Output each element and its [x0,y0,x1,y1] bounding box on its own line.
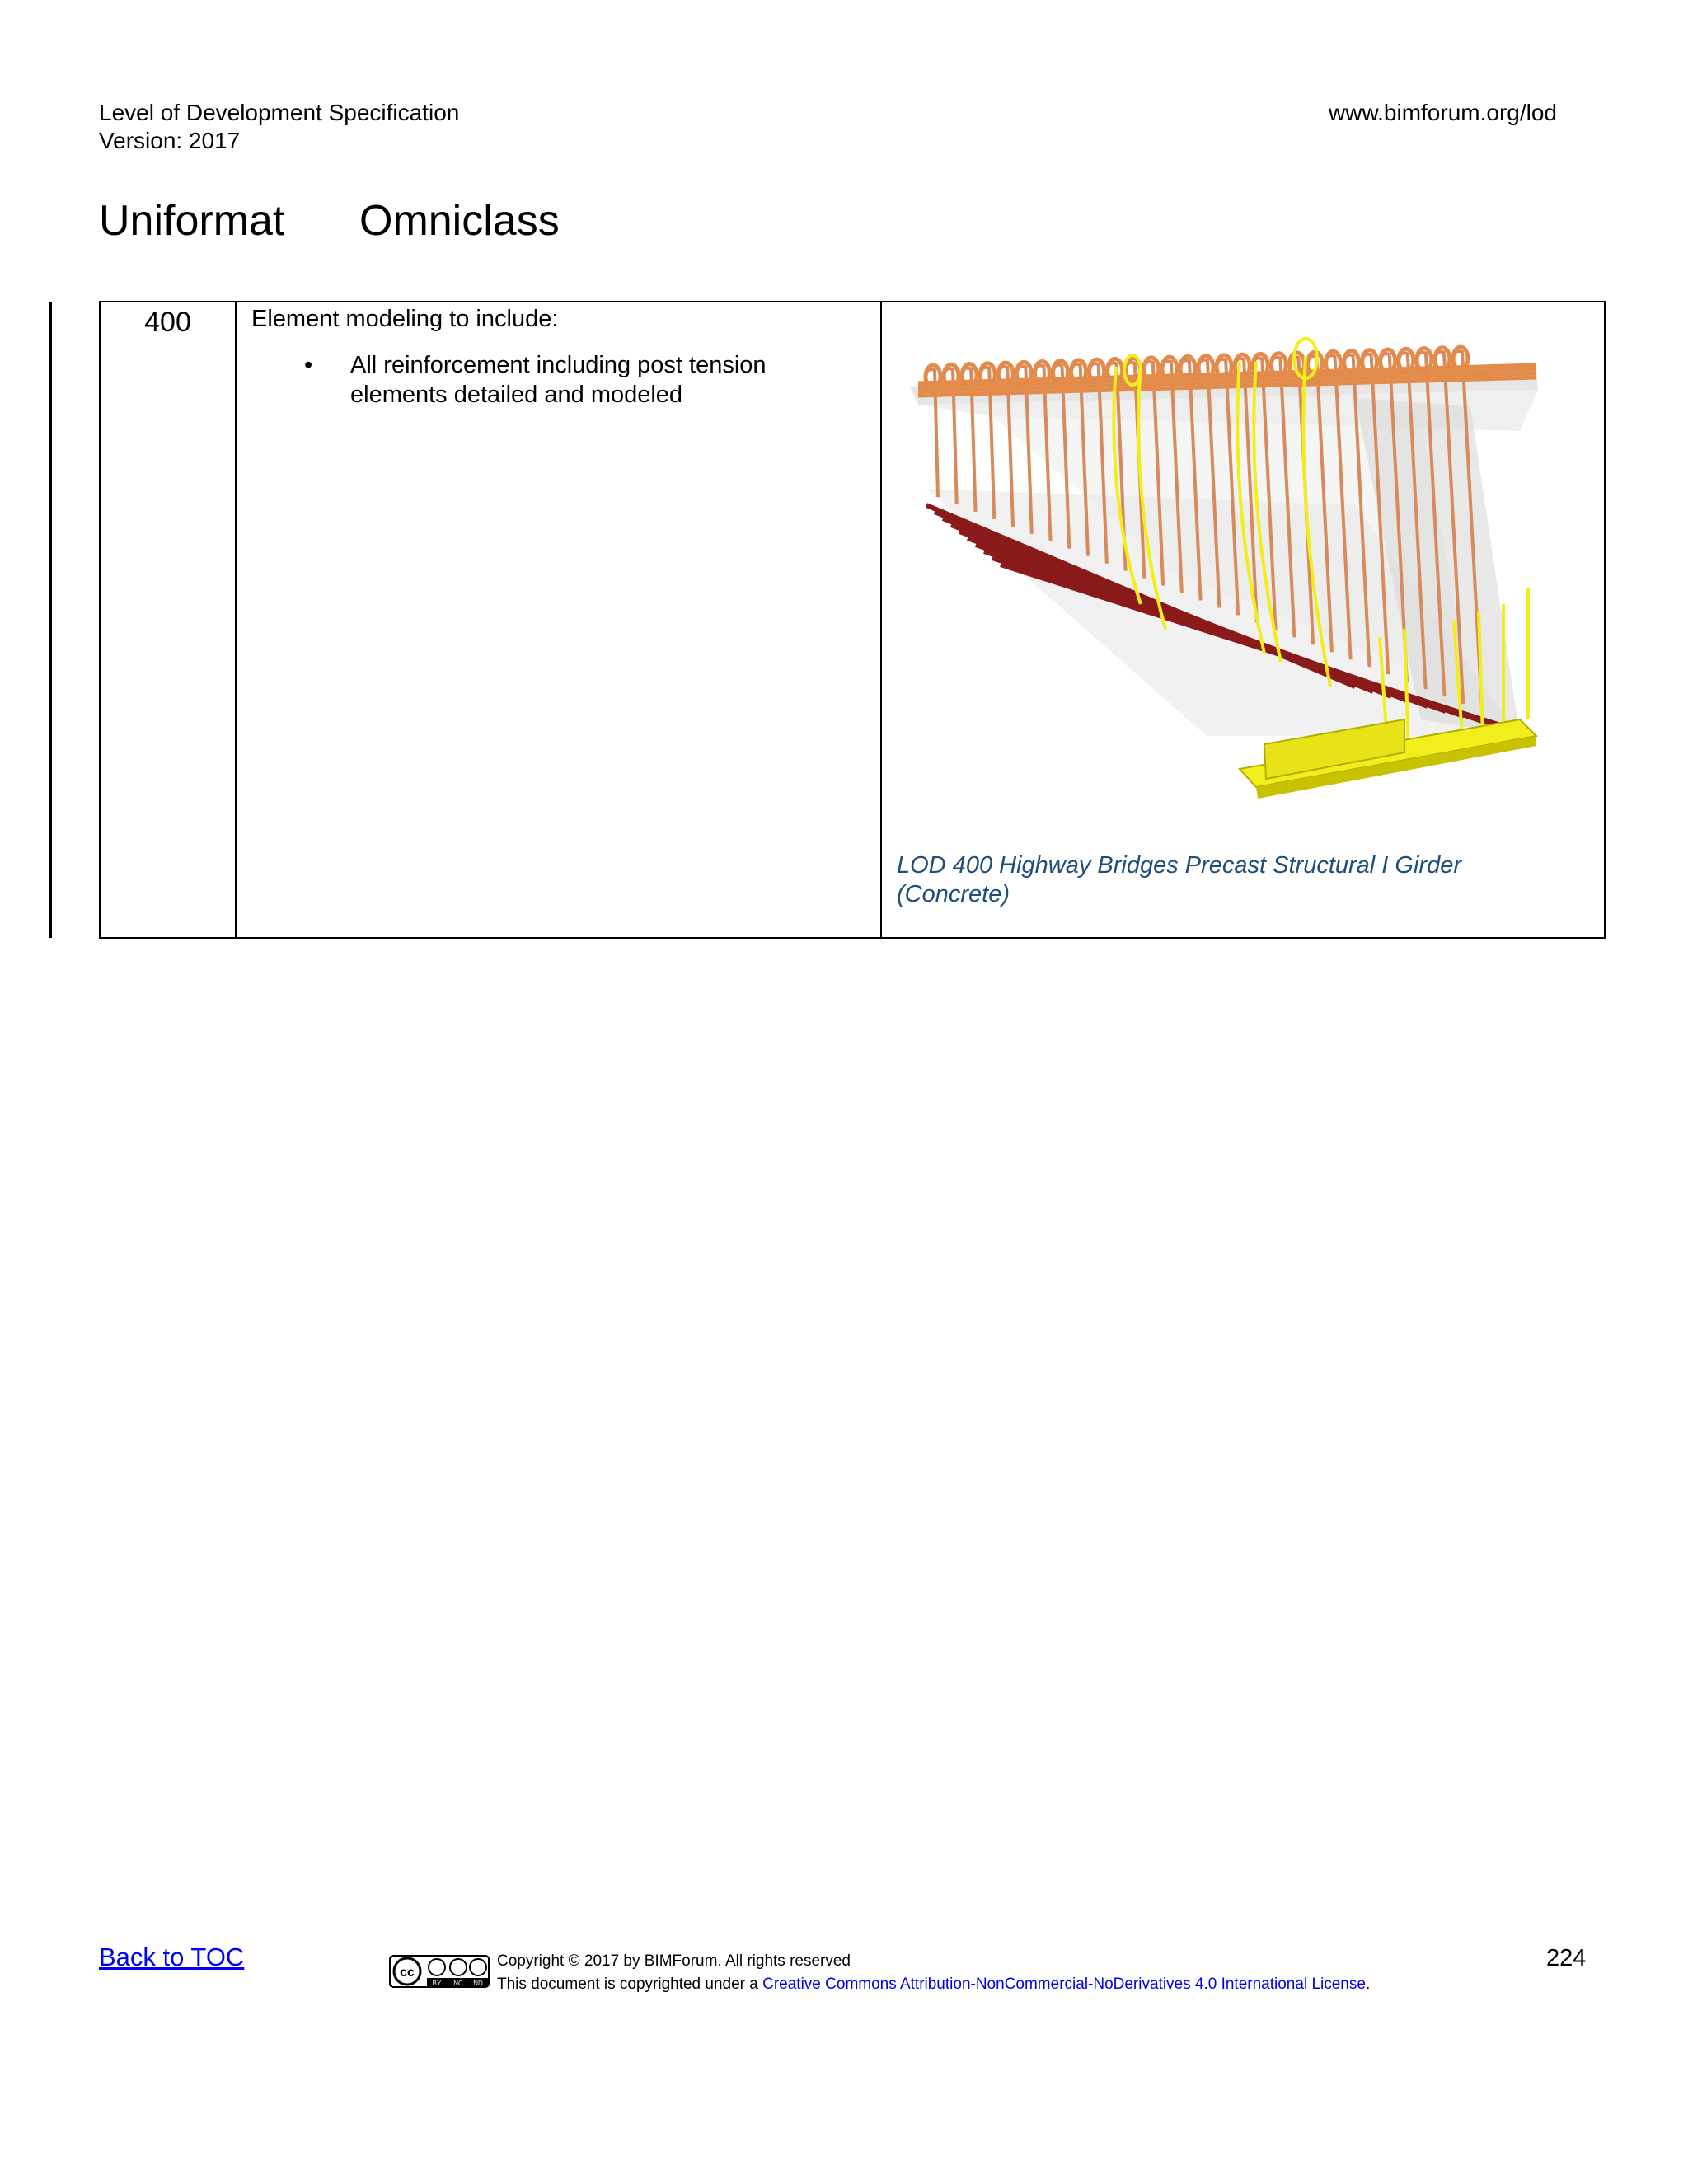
list-item-text: All reinforcement including post tension elements detailed and modeled [350,352,767,408]
nc-label: NC [453,1980,463,1987]
table-row [100,302,1605,938]
cc-label: cc [400,1966,415,1980]
lod-table [99,301,1606,939]
figure-caption: LOD 400 Highway Bridges Precast Structural I Girder (Concrete) [897,852,1461,907]
description-cell [236,302,881,938]
description-intro: Element modeling to include: [251,306,559,332]
by-label: BY [432,1980,442,1987]
license-notice [497,1975,1370,1994]
nd-icon [470,1959,486,1975]
lod-level: 400 [144,307,191,338]
figure-cell [881,302,1605,938]
omniclass-heading: Omniclass [359,197,560,245]
requirement-list [237,350,880,410]
back-to-toc-link[interactable]: Back to TOC [99,1943,245,1971]
by-icon [429,1959,445,1975]
license-prefix: This document is copyrighted under a [497,1975,763,1993]
document-title: Level of Development Specification [99,100,460,125]
creative-commons-badge-icon [389,1955,490,1988]
list-item [304,350,880,410]
nc-icon [450,1959,467,1975]
document-version: Version: 2017 [99,128,241,153]
girder-illustration [893,307,1569,827]
nd-label: ND [473,1980,483,1987]
copyright-notice: Copyright © 2017 by BIMForum. All rights reserved [497,1952,851,1970]
site-url: www.bimforum.org/lod [1329,100,1557,125]
license-suffix: . [1365,1975,1371,1993]
bullet-icon: • [304,352,313,378]
revision-bar [49,302,52,938]
page-number: 224 [1546,1945,1587,1971]
lod-level-cell [100,302,236,938]
uniformat-heading: Uniformat [99,197,285,245]
license-link[interactable]: Creative Commons Attribution-NonCommercial-NoDerivatives 4.0 International License [762,1975,1366,1993]
